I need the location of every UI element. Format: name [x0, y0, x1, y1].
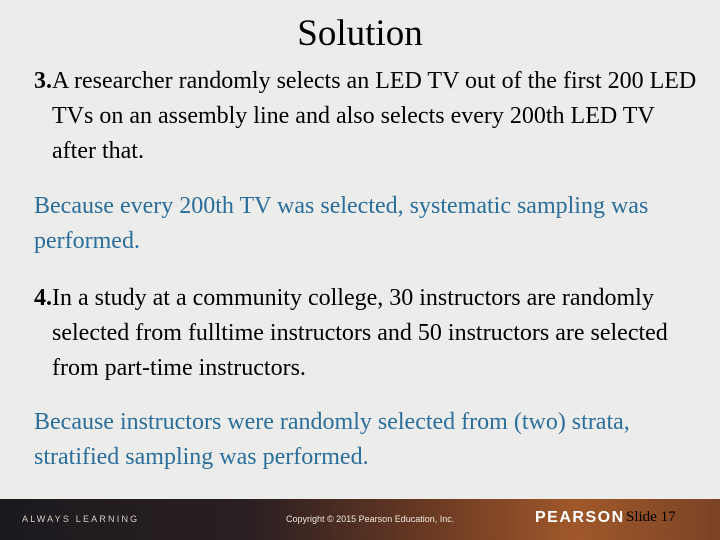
slide-number: Slide 17	[626, 509, 676, 525]
problem-4	[34, 281, 704, 386]
copyright-notice: Copyright © 2015 Pearson Education, Inc.	[286, 514, 455, 524]
answer-3: Because every 200th TV was selected, systematic sampling was performed.	[34, 193, 649, 254]
footer-bar	[0, 499, 720, 540]
footer-tagline: ALWAYS LEARNING	[22, 514, 140, 524]
problem-number: 3.	[34, 68, 52, 94]
slide-title: Solution	[297, 13, 423, 54]
problem-text: In a study at a community college, 30 instructors are randomly selected from fulltime instructors and 50 instructors are selected from part-time instructors.	[52, 285, 668, 381]
pearson-logo: PEARSON	[535, 509, 625, 526]
problem-number: 4.	[34, 285, 52, 311]
problem-3	[34, 64, 704, 169]
problem-text: A researcher randomly selects an LED TV out of the first 200 LED TVs on an assembly line and also selects every 200th LED TV after that.	[52, 68, 697, 164]
answer-4: Because instructors were randomly selected from (two) strata, stratified sampling was performed.	[34, 409, 630, 470]
